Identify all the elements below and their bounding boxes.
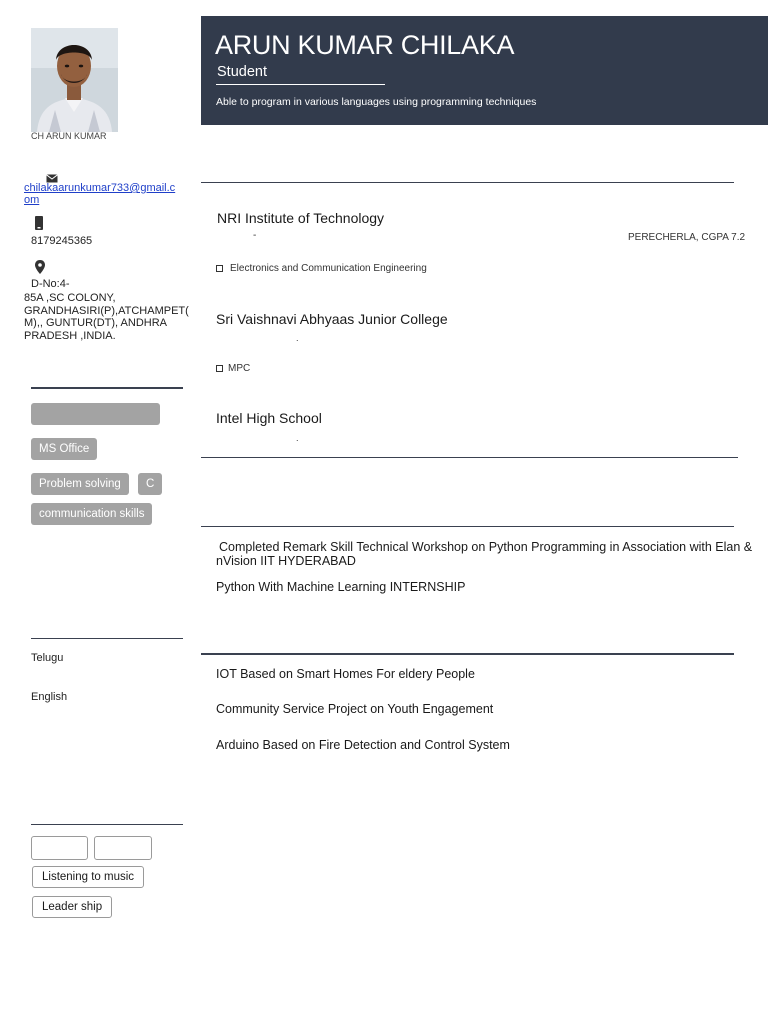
- internship-item: Python With Machine Learning INTERNSHIP: [216, 580, 466, 594]
- project-item: Arduino Based on Fire Detection and Control System: [216, 738, 510, 752]
- education-course-item: [216, 363, 250, 374]
- language-item: English: [31, 691, 68, 703]
- email-link[interactable]: chilakaarunkumar733@gmail.com: [24, 182, 176, 206]
- internship-divider: [201, 526, 734, 527]
- education-bottom-divider: [201, 457, 738, 458]
- role-title: Student: [217, 64, 267, 80]
- address-rest: 85A ,SC COLONY, GRANDHASIRI(P),ATCHAMPET( M),, GUNTUR(DT), ANDHRA PRADESH ,INDIA.: [24, 292, 189, 342]
- hobby-tag: Leader ship: [32, 896, 112, 918]
- education-dash: .: [296, 433, 299, 443]
- skills-divider: [31, 387, 183, 389]
- skill-pill: Problem solving: [31, 473, 129, 495]
- square-bullet-icon: [216, 365, 223, 372]
- role-underline: [216, 84, 385, 85]
- skill-pill: MS Office: [31, 438, 97, 460]
- profile-photo: [31, 28, 118, 132]
- hobbies-divider: [31, 824, 183, 825]
- internship-item: Completed Remark Skill Technical Workshop on Python Programming in Association with Elan & nVision IIT HYDERABAD: [216, 540, 753, 568]
- education-institution: Sri Vaishnavi Abhyaas Junior College: [216, 311, 448, 327]
- languages-divider: [31, 638, 183, 639]
- full-name: ARUN KUMAR CHILAKA: [215, 30, 515, 60]
- skill-pill-empty: [31, 403, 160, 425]
- hobby-tag: Listening to music: [32, 866, 144, 888]
- education-institution: Intel High School: [216, 410, 322, 426]
- education-course: MPC: [228, 363, 251, 374]
- project-item: Community Service Project on Youth Engagement: [216, 702, 494, 716]
- project-item: IOT Based on Smart Homes For eldery People: [216, 667, 475, 681]
- education-divider: [201, 182, 734, 183]
- education-dash: -: [253, 230, 257, 241]
- person-photo-icon: [31, 28, 118, 132]
- skill-pill: C: [138, 473, 162, 495]
- language-item: Telugu: [31, 652, 64, 664]
- location-pin-icon: [35, 260, 47, 272]
- education-course: Electronics and Communication Engineering: [230, 263, 427, 274]
- photo-caption: CH ARUN KUMAR: [31, 131, 107, 139]
- hobby-tag-empty: [94, 836, 152, 860]
- skill-pill: communication skills: [31, 503, 152, 525]
- phone-number: 8179245365: [31, 235, 93, 247]
- mobile-phone-icon: [35, 216, 47, 228]
- education-course-item: [216, 263, 427, 274]
- education-institution: NRI Institute of Technology: [217, 210, 385, 226]
- square-bullet-icon: [216, 265, 223, 272]
- education-location-grade: PERECHERLA, CGPA 7.2: [628, 232, 746, 243]
- profile-summary: Able to program in various languages using programming techniques: [216, 96, 537, 108]
- hobby-tag-empty: [31, 836, 88, 860]
- education-dash: .: [296, 333, 299, 343]
- projects-divider: [201, 653, 734, 655]
- address-line-1: D-No:4-: [31, 278, 70, 290]
